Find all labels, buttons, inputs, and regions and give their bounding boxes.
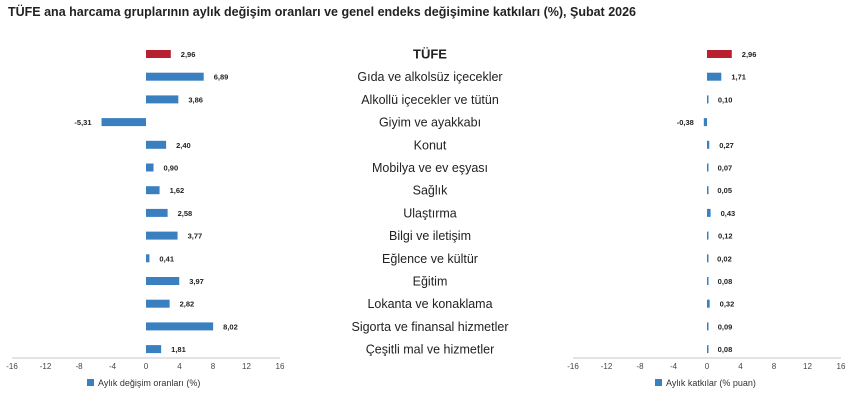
right-legend-swatch (655, 379, 662, 386)
right-bar (707, 322, 709, 330)
left-bar (146, 300, 170, 308)
left-value-label: 1,81 (171, 345, 186, 355)
left-bar (146, 95, 178, 103)
right-value-label: 0,10 (717, 95, 733, 105)
left-tick-label: -12 (39, 362, 52, 371)
left-tick-label: -16 (6, 362, 18, 371)
left-value-label: 3,86 (188, 95, 203, 105)
right-value-label: 0,07 (717, 163, 733, 173)
left-value-label: 8,02 (223, 322, 238, 332)
right-value-label: -0,38 (676, 118, 694, 128)
right-legend-label: Aylık katkılar (% puan) (666, 378, 756, 388)
right-tick-label: -8 (636, 362, 644, 371)
right-value-label: 0,27 (719, 140, 734, 150)
left-value-label: 0,90 (163, 163, 179, 173)
right-bar (707, 300, 710, 308)
left-bar (146, 141, 166, 149)
left-value-label: 1,62 (169, 186, 185, 196)
category-label: Ulaştırma (403, 206, 457, 221)
right-value-label: 2,96 (741, 50, 757, 59)
left-tick-label: -8 (75, 362, 83, 371)
left-bar-chart (6, 50, 285, 388)
right-value-label: 0,08 (717, 277, 733, 286)
left-tick-label: 0 (143, 362, 149, 371)
right-tick-label: 16 (836, 362, 846, 371)
right-value-label: 0,08 (717, 345, 733, 355)
right-bar (707, 209, 711, 217)
right-bar (707, 141, 709, 149)
left-bar (102, 118, 146, 126)
right-value-label: 0,43 (720, 208, 736, 218)
left-legend-swatch (87, 379, 94, 386)
left-value-label: 2,58 (177, 208, 193, 218)
category-label: Lokanta ve konaklama (367, 297, 493, 312)
chart-title: TÜFE ana harcama gruplarının aylık değişim oranları ve genel endeks değişimine katkıları (%), Şubat 2026 (8, 5, 637, 19)
left-value-label: 2,96 (180, 50, 196, 59)
right-value-label: 0,05 (717, 186, 733, 196)
right-tick-label: 0 (704, 362, 710, 371)
category-label: Gıda ve alkolsüz içecekler (357, 70, 503, 85)
category-label: Mobilya ve ev eşyası (371, 161, 489, 175)
left-value-label: 3,77 (187, 231, 203, 241)
right-bar (704, 118, 707, 126)
right-tick-label: 12 (803, 362, 812, 371)
right-tick-label: -12 (600, 362, 613, 371)
right-tick-label: -4 (669, 362, 678, 371)
right-value-label: 0,12 (718, 231, 733, 241)
left-bar (146, 232, 178, 240)
right-bar (707, 345, 709, 353)
right-bar-chart (567, 50, 846, 388)
left-bar (146, 73, 204, 81)
right-bar (707, 232, 709, 240)
right-bar (707, 73, 721, 81)
right-tick-label: 8 (771, 362, 777, 371)
left-tick-label: 12 (242, 362, 251, 371)
category-label: Sağlık (412, 183, 448, 198)
right-bar (707, 95, 709, 103)
category-label: Çeşitli mal ve hizmetler (365, 342, 495, 357)
left-value-label: 0,41 (159, 254, 175, 264)
category-label: Bilgi ve iletişim (389, 229, 471, 244)
right-value-label: 1,71 (731, 72, 746, 82)
category-label: Sigorta ve finansal hizmetler (351, 319, 509, 334)
category-label: Alkollü içecekler ve tütün (361, 92, 499, 107)
right-bar (707, 277, 709, 285)
left-legend-label: Aylık değişim oranları (%) (98, 378, 201, 388)
category-label: TÜFE (413, 46, 447, 62)
left-bar (146, 209, 168, 217)
left-bar (146, 186, 160, 194)
right-bar (707, 254, 709, 262)
right-tick-label: -16 (567, 362, 579, 371)
left-bar (146, 322, 213, 330)
right-bar (707, 50, 732, 58)
right-value-label: 0,09 (717, 322, 733, 332)
left-value-label: 2,82 (179, 299, 195, 309)
category-label: Giyim ve ayakkabı (378, 115, 482, 130)
left-tick-label: 4 (177, 362, 182, 371)
category-label: Eğitim (412, 274, 448, 289)
left-value-label: 2,40 (176, 140, 191, 150)
right-value-label: 0,02 (717, 254, 732, 264)
left-bar (146, 254, 149, 262)
left-tick-label: 8 (210, 362, 216, 371)
right-tick-label: 4 (738, 362, 743, 371)
left-value-label: 3,97 (189, 277, 204, 286)
left-value-label: -5,31 (74, 118, 92, 128)
left-bar (146, 164, 154, 172)
left-value-label: 6,89 (213, 72, 229, 82)
right-bar (707, 186, 709, 194)
left-bar (146, 277, 179, 285)
right-value-label: 0,32 (719, 299, 735, 309)
left-tick-label: 16 (275, 362, 285, 371)
left-tick-label: -4 (108, 362, 117, 371)
left-bar (146, 345, 161, 353)
left-bar (146, 50, 171, 58)
category-label: Eğlence ve kültür (382, 251, 478, 266)
right-bar (707, 164, 709, 172)
category-label: Konut (413, 138, 447, 153)
category-labels (351, 47, 508, 357)
